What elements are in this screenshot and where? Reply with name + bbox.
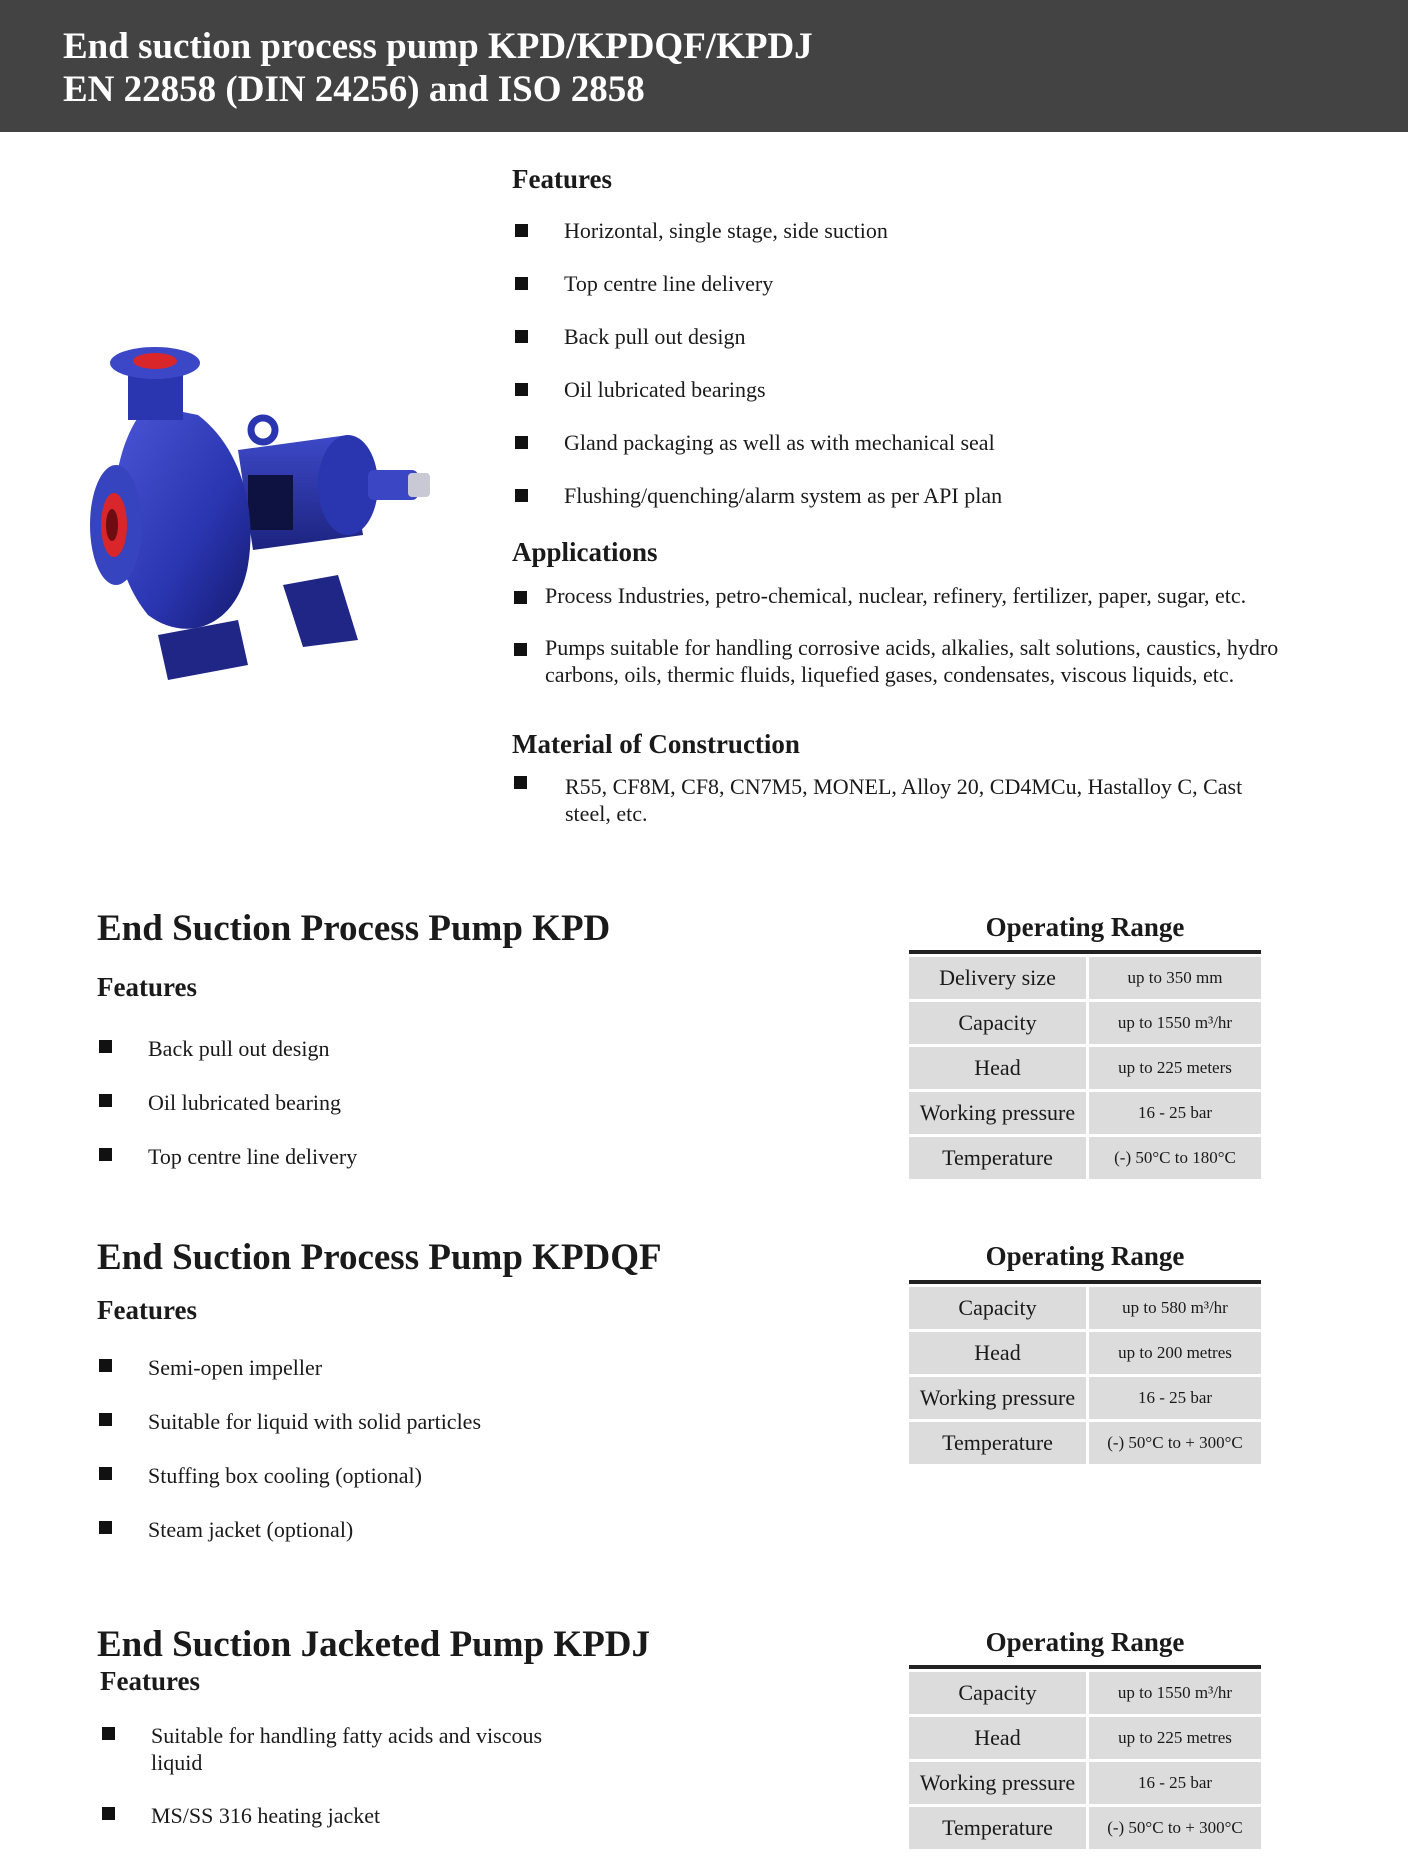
section-kpdj-range-title: Operating Range [985, 1627, 1185, 1657]
bullet-square-icon [99, 1521, 112, 1534]
section-kpd-features-list [97, 1035, 597, 1197]
list-item: Oil lubricated bearing [97, 1089, 597, 1143]
bullet-square-icon [515, 330, 528, 343]
intro-features-list [513, 217, 1313, 535]
pump-image [88, 335, 440, 693]
section-kpdj-range-table [909, 1665, 1261, 1849]
list-item: MS/SS 316 heating jacket [100, 1802, 620, 1829]
table-row: Head up to 200 metres [909, 1332, 1261, 1374]
bullet-square-icon [515, 436, 528, 449]
list-item: Pumps suitable for handling corrosive acids, alkalies, salt solutions, caustics, hydro carbons, oils, thermic fluids, liquefied gases, condensates, viscous liquids, etc. [512, 634, 1312, 688]
section-kpdqf-range-table [909, 1280, 1261, 1464]
table-row: Working pressure 16 - 25 bar [909, 1092, 1261, 1134]
page-subtitle: EN 22858 (DIN 24256) and ISO 2858 [63, 69, 645, 110]
list-item: Top centre line delivery [513, 270, 1313, 323]
material-heading: Material of Construction [512, 729, 800, 759]
section-kpdj-features-heading: Features [100, 1666, 200, 1696]
bullet-square-icon [515, 277, 528, 290]
bullet-square-icon [99, 1413, 112, 1426]
table-row: Working pressure 16 - 25 bar [909, 1377, 1261, 1419]
list-item: Stuffing box cooling (optional) [97, 1462, 597, 1516]
table-row: Delivery size up to 350 mm [909, 957, 1261, 999]
bullet-square-icon [514, 643, 527, 656]
list-item: Back pull out design [513, 323, 1313, 376]
list-item: R55, CF8M, CF8, CN7M5, MONEL, Alloy 20, CD4MCu, Hastalloy C, Cast steel, etc. [512, 773, 1272, 827]
section-kpd-range-table [909, 950, 1261, 1179]
bullet-square-icon [99, 1359, 112, 1372]
bullet-square-icon [515, 383, 528, 396]
bullet-square-icon [514, 776, 527, 789]
applications-list [512, 582, 1312, 688]
material-list [512, 773, 1272, 827]
section-kpdj-features-list [100, 1722, 620, 1829]
applications-heading: Applications [512, 537, 658, 567]
section-kpdqf-title: End Suction Process Pump KPDQF [97, 1237, 662, 1278]
section-kpdqf-features-list [97, 1354, 597, 1570]
table-row: Working pressure 16 - 25 bar [909, 1762, 1261, 1804]
table-row: Capacity up to 1550 m³/hr [909, 1002, 1261, 1044]
table-row: Temperature (-) 50°C to + 300°C [909, 1422, 1261, 1464]
bullet-square-icon [99, 1148, 112, 1161]
table-row: Temperature (-) 50°C to 180°C [909, 1137, 1261, 1179]
bullet-square-icon [514, 591, 527, 604]
page-header [0, 0, 1408, 132]
list-item: Oil lubricated bearings [513, 376, 1313, 429]
table-row: Head up to 225 metres [909, 1717, 1261, 1759]
table-row: Temperature (-) 50°C to + 300°C [909, 1807, 1261, 1849]
bullet-square-icon [515, 224, 528, 237]
list-item: Flushing/quenching/alarm system as per API plan [513, 482, 1313, 535]
list-item: Process Industries, petro-chemical, nuclear, refinery, fertilizer, paper, sugar, etc. [512, 582, 1312, 609]
section-kpdqf-features-heading: Features [97, 1295, 197, 1325]
bullet-square-icon [99, 1467, 112, 1480]
list-item: Suitable for liquid with solid particles [97, 1408, 597, 1462]
bullet-square-icon [102, 1807, 115, 1820]
bullet-square-icon [99, 1040, 112, 1053]
table-row: Capacity up to 580 m³/hr [909, 1287, 1261, 1329]
page-title: End suction process pump KPD/KPDQF/KPDJ [63, 26, 813, 67]
bullet-square-icon [515, 489, 528, 502]
bullet-square-icon [102, 1727, 115, 1740]
table-row: Capacity up to 1550 m³/hr [909, 1672, 1261, 1714]
list-item: Suitable for handling fatty acids and viscous liquid [100, 1722, 571, 1776]
list-item: Gland packaging as well as with mechanical seal [513, 429, 1313, 482]
section-kpdj-title: End Suction Jacketed Pump KPDJ [97, 1624, 651, 1665]
section-kpd-range-title: Operating Range [985, 912, 1185, 942]
section-kpd-features-heading: Features [97, 972, 197, 1002]
list-item: Steam jacket (optional) [97, 1516, 597, 1570]
intro-features-heading: Features [512, 164, 612, 194]
list-item: Back pull out design [97, 1035, 597, 1089]
section-kpd-title: End Suction Process Pump KPD [97, 908, 611, 949]
list-item: Top centre line delivery [97, 1143, 597, 1197]
bullet-square-icon [99, 1094, 112, 1107]
pump-illustration [88, 335, 440, 693]
list-item: Semi-open impeller [97, 1354, 597, 1408]
table-row: Head up to 225 meters [909, 1047, 1261, 1089]
section-kpdqf-range-title: Operating Range [985, 1241, 1185, 1271]
list-item: Horizontal, single stage, side suction [513, 217, 1313, 270]
